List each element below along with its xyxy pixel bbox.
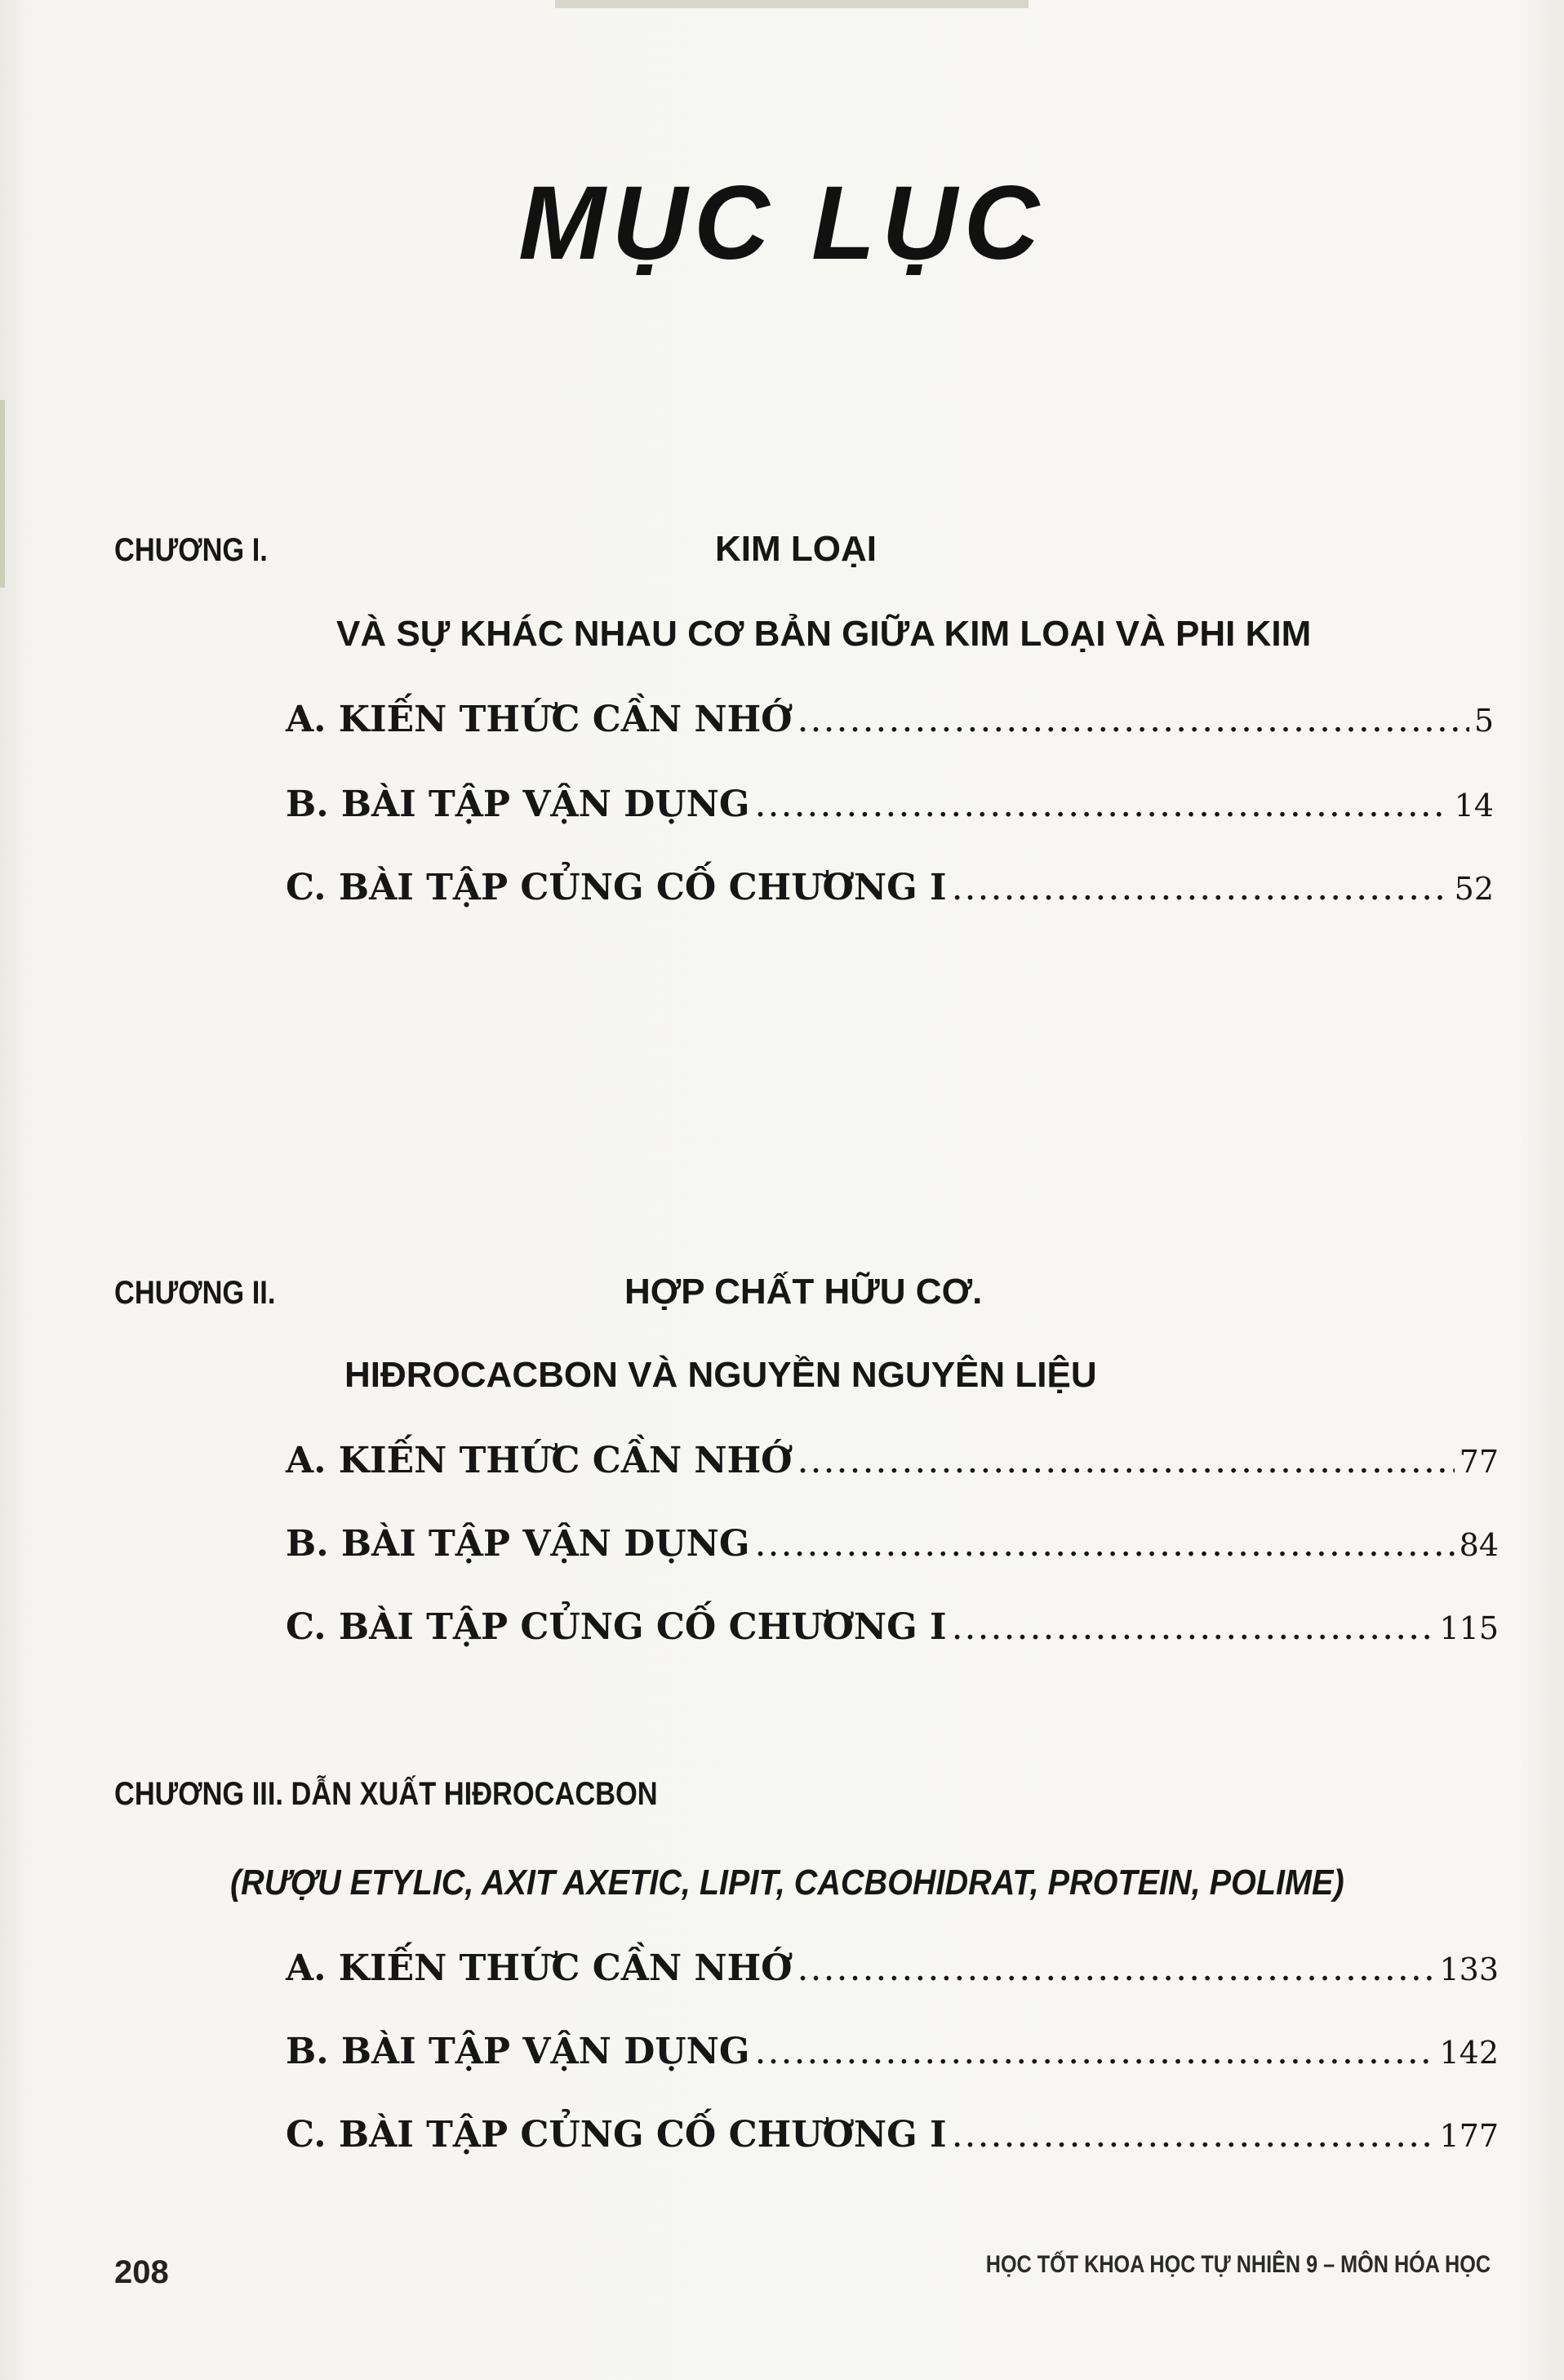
toc-entry-text: A. KIẾN THỨC CẦN NHỚ <box>286 699 793 740</box>
toc-entry[interactable] <box>286 2031 1499 2072</box>
toc-entry[interactable] <box>286 699 1494 740</box>
dot-leader <box>754 784 1449 825</box>
dot-leader <box>798 1947 1435 1989</box>
chapter-3-label: CHƯƠNG III. DẪN XUẤT HIĐROCACBON <box>114 1776 658 1812</box>
toc-entry-text: B. BÀI TẬP VẬN DỤNG <box>286 1523 750 1565</box>
toc-entry-page: 5 <box>1473 703 1494 739</box>
toc-entry-text: B. BÀI TẬP VẬN DỤNG <box>286 784 750 825</box>
chapter-2-subtitle: HIĐROCACBON VÀ NGUYỀN NGUYÊN LIỆU <box>344 1355 1097 1395</box>
page-top-edge <box>555 0 1029 8</box>
toc-entry-page: 77 <box>1459 1444 1499 1480</box>
toc-entry[interactable] <box>286 1606 1499 1648</box>
toc-entry-text: C. BÀI TẬP CỦNG CỐ CHƯƠNG I <box>286 1606 947 1648</box>
page-number: 208 <box>114 2254 169 2290</box>
dot-leader <box>754 2031 1434 2072</box>
page-left-edge <box>0 400 5 588</box>
toc-entry-page: 14 <box>1454 788 1494 824</box>
chapter-2-title: HỢP CHẤT HỮU CƠ. <box>624 1272 983 1312</box>
toc-entry-text: A. KIẾN THỨC CẦN NHỚ <box>286 1440 793 1481</box>
dot-leader <box>754 1523 1454 1565</box>
dot-leader <box>798 699 1469 740</box>
toc-entry[interactable] <box>286 1440 1499 1481</box>
dot-leader <box>952 1606 1435 1648</box>
toc-entry-text: C. BÀI TẬP CỦNG CỐ CHƯƠNG I <box>286 2114 947 2156</box>
running-footer: HỌC TỐT KHOA HỌC TỰ NHIÊN 9 – MÔN HÓA HỌC <box>985 2251 1491 2278</box>
chapter-3-subtitle: (RƯỢU ETYLIC, AXIT AXETIC, LIPIT, CACBOHIDRAT, PROTEIN, POLIME) <box>230 1863 1344 1903</box>
page-title: MỤC LỤC <box>518 165 1046 282</box>
chapter-2-label: CHƯƠNG II. <box>114 1275 276 1311</box>
toc-entry-page: 115 <box>1439 1610 1499 1646</box>
toc-entry-text: A. KIẾN THỨC CẦN NHỚ <box>286 1947 793 1989</box>
chapter-1-label: CHƯƠNG I. <box>114 532 268 568</box>
toc-entry-page: 177 <box>1439 2118 1499 2154</box>
toc-entry[interactable] <box>286 784 1494 825</box>
toc-entry-page: 142 <box>1439 2035 1499 2071</box>
toc-entry-page: 133 <box>1439 1952 1499 1987</box>
toc-entry-page: 52 <box>1454 871 1494 907</box>
toc-entry[interactable] <box>286 1523 1499 1565</box>
toc-entry-text: B. BÀI TẬP VẬN DỤNG <box>286 2031 750 2072</box>
toc-entry[interactable] <box>286 2114 1499 2156</box>
chapter-1-subtitle: VÀ SỰ KHÁC NHAU CƠ BẢN GIỮA KIM LOẠI VÀ PHI KIM <box>336 614 1312 654</box>
toc-entry-text: C. BÀI TẬP CỦNG CỐ CHƯƠNG I <box>286 867 947 908</box>
chapter-1-title: KIM LOẠI <box>715 529 877 569</box>
dot-leader <box>798 1440 1455 1481</box>
dot-leader <box>952 2114 1435 2156</box>
toc-entry-page: 84 <box>1459 1527 1499 1563</box>
dot-leader <box>952 867 1450 908</box>
toc-entry[interactable] <box>286 867 1494 908</box>
toc-entry[interactable] <box>286 1947 1499 1989</box>
